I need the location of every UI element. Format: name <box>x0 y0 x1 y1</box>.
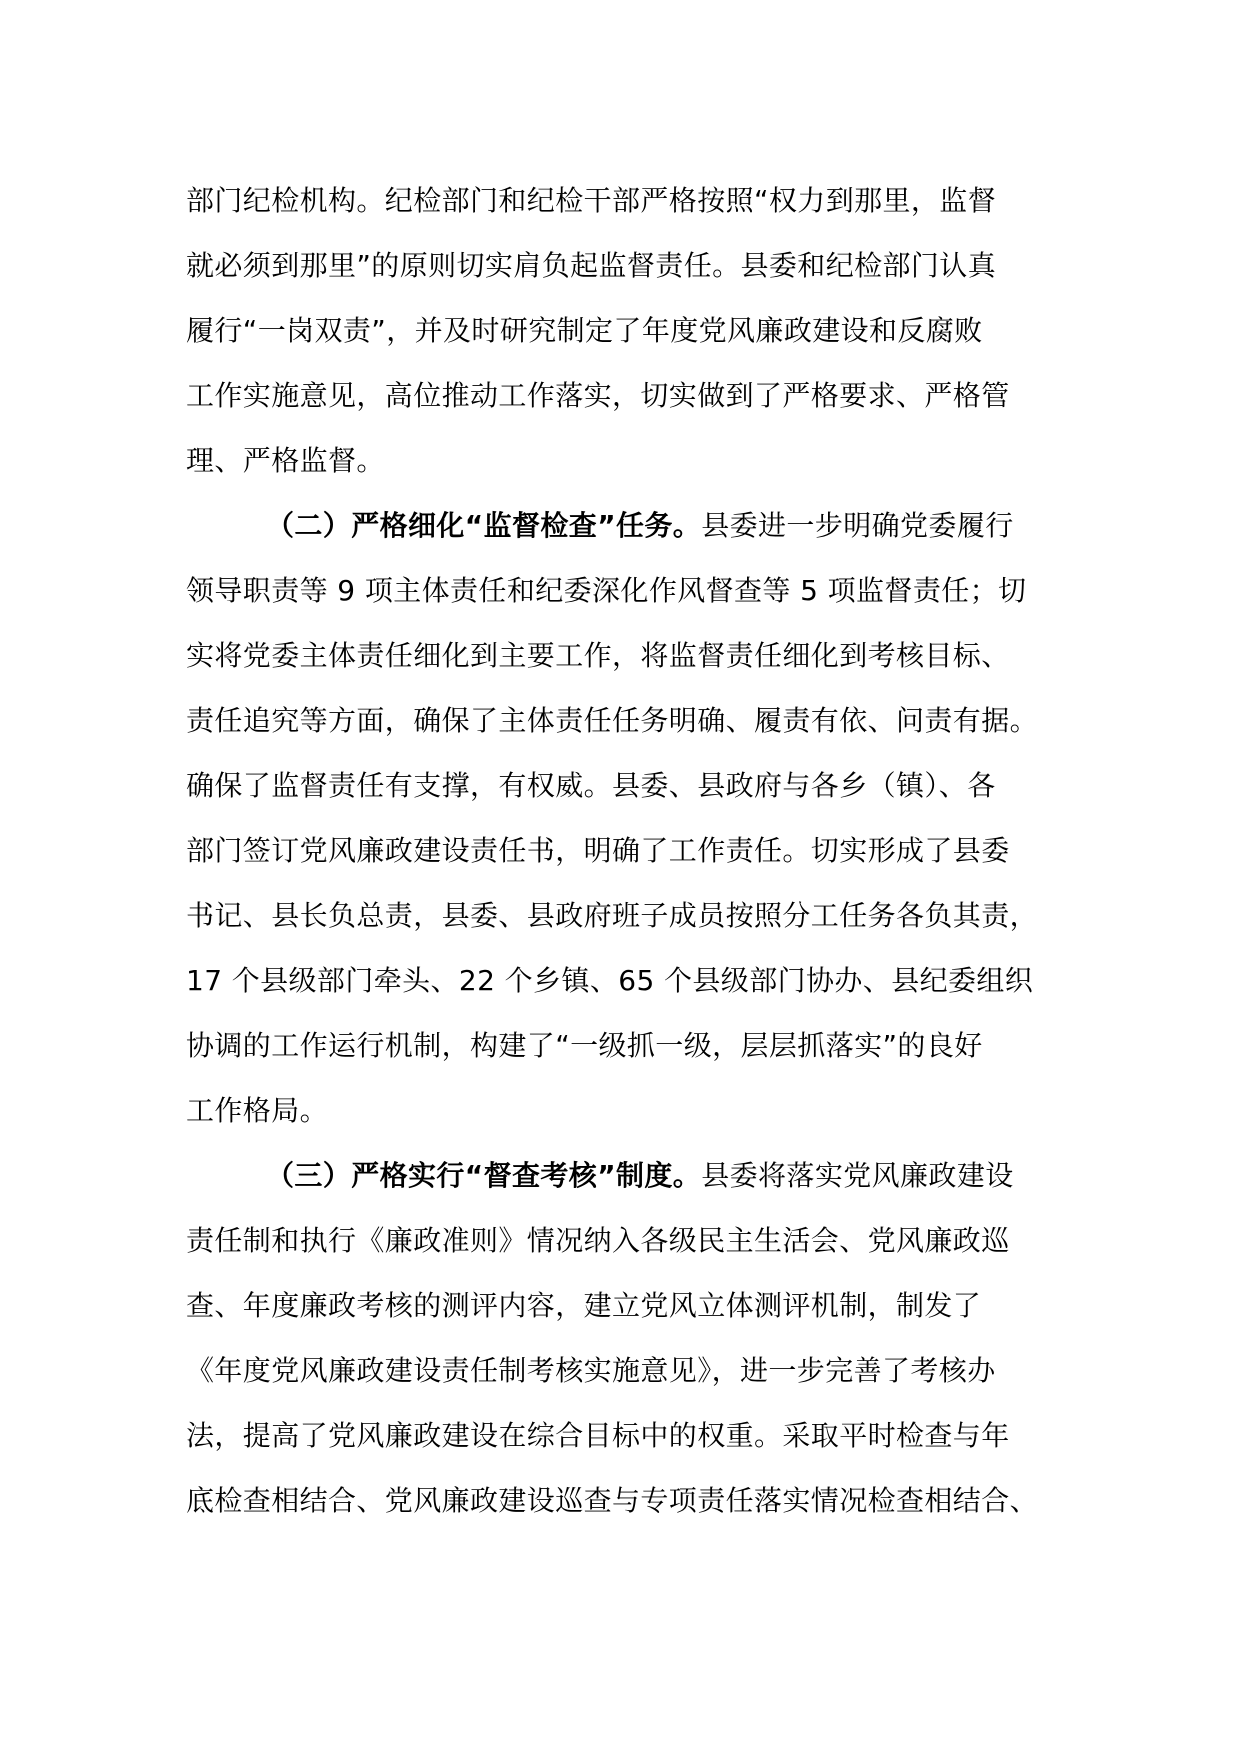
paragraph-line: 17 个县级部门牵头、22 个乡镇、65 个县级部门协办、县纪委组织 <box>186 964 1034 997</box>
section-2-heading: （二）严格细化“监督检查”任务。 <box>266 509 702 542</box>
section-3-first-line-text: 县委将落实党风廉政建设 <box>701 1159 1014 1192</box>
paragraph-line: 履行“一岗双责”，并及时研究制定了年度党风廉政建设和反腐败 <box>186 314 983 347</box>
paragraph-line: 查、年度廉政考核的测评内容，建立党风立体测评机制，制发了 <box>186 1289 982 1322</box>
paragraph-line: 责任追究等方面，确保了主体责任任务明确、履责有依、问责有据。 <box>186 704 1039 737</box>
paragraph-line: 理、严格监督。 <box>186 444 385 477</box>
paragraph-line: 确保了监督责任有支撑，有权威。县委、县政府与各乡（镇）、各 <box>186 769 996 802</box>
paragraph-line: 部门纪检机构。纪检部门和纪检干部严格按照“权力到那里，监督 <box>186 184 997 217</box>
section-3-first-line <box>186 1143 1068 1208</box>
paragraph-line: 《年度党风廉政建设责任制考核实施意见》，进一步完善了考核办 <box>186 1354 996 1387</box>
paragraph-line: 底检查相结合、党风廉政建设巡查与专项责任落实情况检查相结合、 <box>186 1484 1039 1517</box>
paragraph-line: 工作格局。 <box>186 1094 329 1127</box>
paragraph-line: 就必须到那里”的原则切实肩负起监督责任。县委和纪检部门认真 <box>186 249 997 282</box>
paragraph-line: 部门签订党风廉政建设责任书，明确了工作责任。切实形成了县委 <box>186 834 1010 867</box>
paragraph-line: 领导职责等 9 项主体责任和纪委深化作风督查等 5 项监督责任；切 <box>186 574 1027 607</box>
section-2-first-line-text: 县委进一步明确党委履行 <box>701 509 1014 542</box>
paragraph-line: 工作实施意见，高位推动工作落实，切实做到了严格要求、严格管 <box>186 379 1010 412</box>
section-2-first-line <box>186 493 1068 558</box>
section-3-heading: （三）严格实行“督查考核”制度。 <box>266 1159 702 1192</box>
paragraph-line: 实将党委主体责任细化到主要工作，将监督责任细化到考核目标、 <box>186 639 1010 672</box>
paragraph-line: 责任制和执行《廉政准则》情况纳入各级民主生活会、党风廉政巡 <box>186 1224 1010 1257</box>
paragraph-line: 协调的工作运行机制，构建了“一级抓一级，层层抓落实”的良好 <box>186 1029 983 1062</box>
document-body <box>186 168 1068 1533</box>
paragraph-line: 书记、县长负总责，县委、县政府班子成员按照分工任务各负其责， <box>186 899 1039 932</box>
paragraph-line: 法，提高了党风廉政建设在综合目标中的权重。采取平时检查与年 <box>186 1419 1010 1452</box>
